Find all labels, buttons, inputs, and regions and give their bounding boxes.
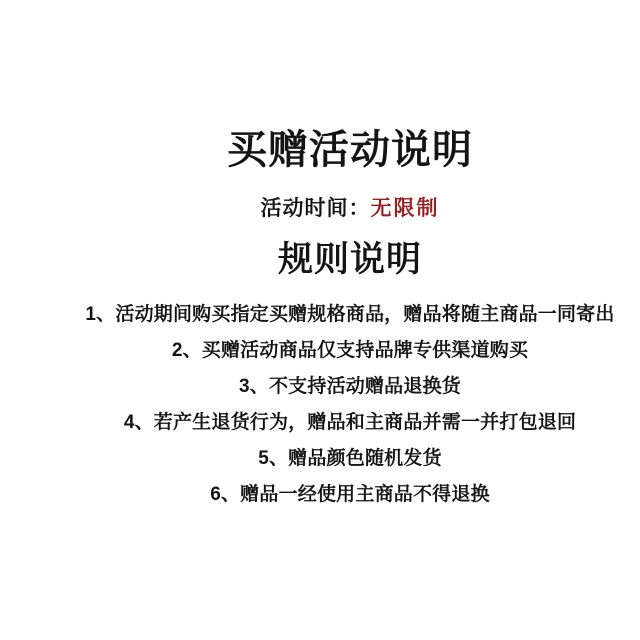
rule-item: 6、赠品一经使用主商品不得退换 [210,484,490,505]
rule-item: 5、赠品颜色随机发货 [258,448,442,469]
promo-content [60,0,640,513]
page-title: 买赠活动说明 [227,128,473,172]
rule-item: 2、买赠活动商品仅支持品牌专供渠道购买 [171,340,529,361]
activity-time-value: 无限制 [370,197,440,220]
activity-time-label: 活动时间： [260,197,371,220]
rule-item: 4、若产生退货行为，赠品和主商品并需一并打包退回 [123,412,577,433]
rules-list [60,297,640,513]
rule-item: 3、不支持活动赠品退换货 [239,376,461,397]
rules-heading: 规则说明 [277,240,422,279]
rule-item: 1、活动期间购买指定买赠规格商品，赠品将随主商品一同寄出 [85,304,615,325]
activity-time-line [60,196,640,222]
